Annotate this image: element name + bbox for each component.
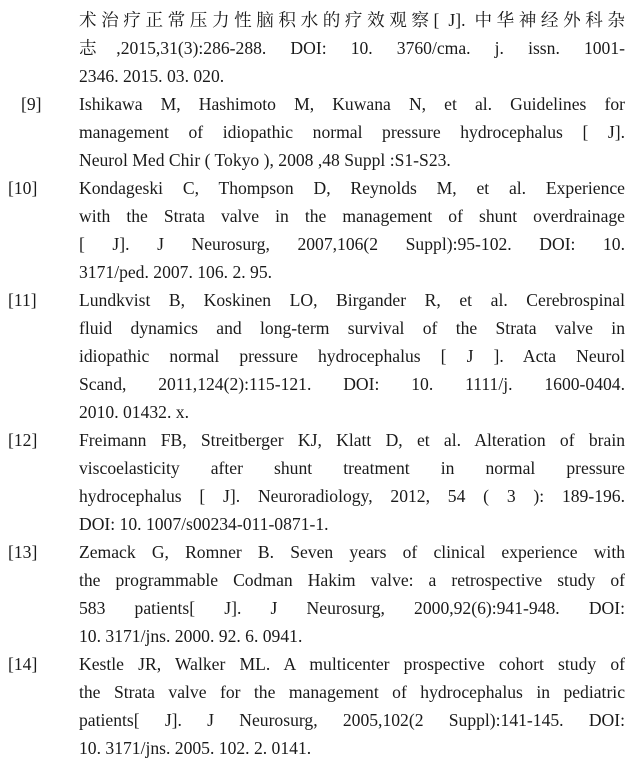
reference-line: patients[ J]. J Neurosurg, 2005,102(2 Suppl):141-145. DOI: xyxy=(79,710,625,730)
reference-line: DOI: 10. 1007/s00234-011-0871-1. xyxy=(79,514,329,534)
reference-line: 2010. 01432. x. xyxy=(79,402,189,422)
reference-entry-10 xyxy=(8,174,625,286)
reference-line: 志,2015,31(3):286-288. DOI: 10. 3760/cma. j. issn. 1001- xyxy=(79,38,625,58)
reference-entry-14 xyxy=(8,650,625,762)
reference-line: Kondageski C, Thompson D, Reynolds M, et al. Experience xyxy=(79,178,625,198)
reference-line: 2346. 2015. 03. 020. xyxy=(79,66,225,86)
reference-number: [13] xyxy=(8,542,38,562)
reference-number: [10] xyxy=(8,178,38,198)
reference-line: 术治疗正常压力性脑积水的疗效观察[ J]. 中华神经外科杂 xyxy=(79,10,625,30)
reference-entry-continued xyxy=(79,6,625,90)
reference-entry-12 xyxy=(8,426,625,538)
reference-line: 3171/ped. 2007. 106. 2. 95. xyxy=(79,262,273,282)
reference-line: Scand, 2011,124(2):115-121. DOI: 10. 1111/j. 1600-0404. xyxy=(79,374,625,394)
reference-number: [14] xyxy=(8,654,38,674)
reference-line: viscoelasticity after shunt treatment in normal pressure xyxy=(79,458,625,478)
reference-line: Freimann FB, Streitberger KJ, Klatt D, et al. Alteration of brain xyxy=(79,430,625,450)
reference-line: [ J]. J Neurosurg, 2007,106(2 Suppl):95-102. DOI: 10. xyxy=(79,234,625,254)
reference-number: [9] xyxy=(21,94,42,114)
reference-line: Ishikawa M, Hashimoto M, Kuwana N, et al. Guidelines for xyxy=(79,94,625,114)
reference-entry-13 xyxy=(8,538,625,650)
reference-entry-11 xyxy=(8,286,625,426)
reference-entry-9 xyxy=(21,90,625,174)
reference-line: Zemack G, Romner B. Seven years of clinical experience with xyxy=(79,542,625,562)
reference-line: the Strata valve for the management of hydrocephalus in pediatric xyxy=(79,682,625,702)
reference-line: the programmable Codman Hakim valve: a retrospective study of xyxy=(79,570,625,590)
reference-number: [11] xyxy=(8,290,37,310)
reference-line: with the Strata valve in the management of shunt overdrainage xyxy=(79,206,625,226)
reference-line: Neurol Med Chir ( Tokyo ), 2008 ,48 Suppl :S1-S23. xyxy=(79,150,451,170)
reference-number: [12] xyxy=(8,430,38,450)
reference-line: fluid dynamics and long-term survival of the Strata valve in xyxy=(79,318,625,338)
reference-line: 583 patients[ J]. J Neurosurg, 2000,92(6):941-948. DOI: xyxy=(79,598,625,618)
reference-line: idiopathic normal pressure hydrocephalus [ J ]. Acta Neurol xyxy=(79,346,625,366)
reference-line: 10. 3171/jns. 2000. 92. 6. 0941. xyxy=(79,626,303,646)
reference-line: Kestle JR, Walker ML. A multicenter prospective cohort study of xyxy=(79,654,625,674)
reference-line: management of idiopathic normal pressure hydrocephalus [ J]. xyxy=(79,122,625,142)
reference-line: 10. 3171/jns. 2005. 102. 2. 0141. xyxy=(79,738,312,758)
reference-line: hydrocephalus [ J]. Neuroradiology, 2012, 54 ( 3 ): 189-196. xyxy=(79,486,625,506)
reference-line: Lundkvist B, Koskinen LO, Birgander R, et al. Cerebrospinal xyxy=(79,290,625,310)
